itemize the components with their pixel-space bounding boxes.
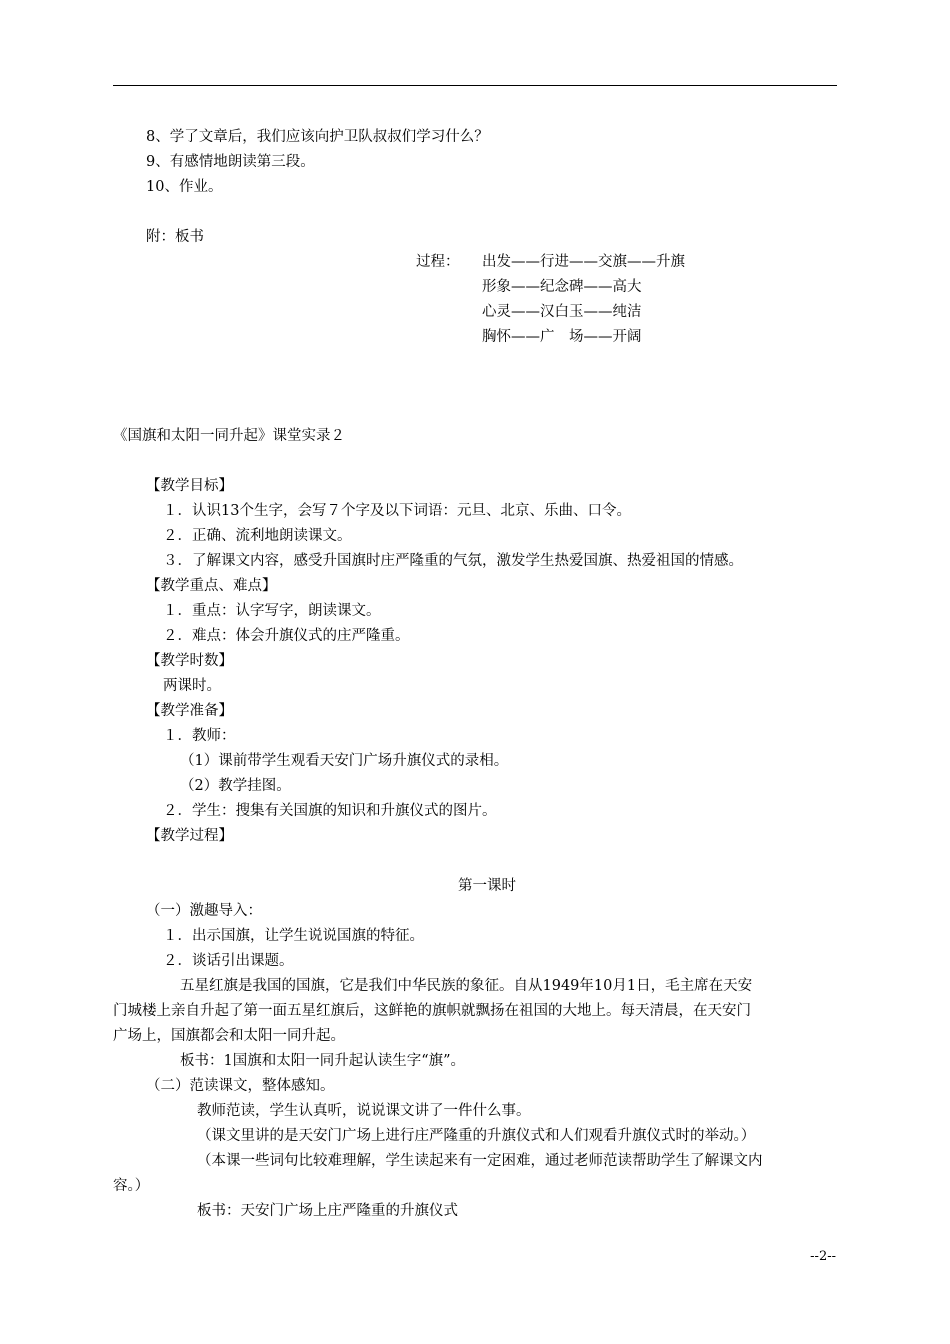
line-9: 9、有感情地朗读第三段。	[146, 154, 315, 170]
record-title: 《国旗和太阳一同升起》课堂实录２	[113, 428, 345, 444]
part2-line-4: 容。）	[113, 1178, 150, 1194]
process-heading: 【教学过程】	[146, 828, 233, 844]
board-item-2: 形象——纪念碑——高大	[482, 279, 642, 295]
prep-teacher: １．教师：	[163, 728, 236, 744]
board-item-4: 胸怀——广 场——开阔	[482, 329, 642, 345]
paragraph-line-1: 五星红旗是我国的国旗，它是我们中华民族的象征。自从1949年10月1日，毛主席在天安	[180, 978, 753, 994]
board-process-label: 过程：	[416, 254, 460, 270]
hours-text: 两课时。	[163, 678, 221, 694]
prep-teacher-item-1: （1）课前带学生观看天安门广场升旗仪式的录相。	[180, 753, 509, 769]
board-label: 附：板书	[146, 229, 204, 245]
page-number: --2--	[810, 1249, 836, 1264]
board-item-3: 心灵——汉白玉——纯洁	[482, 304, 642, 320]
part1-item-1: １．出示国旗，让学生说说国旗的特征。	[163, 928, 424, 944]
part1-heading: （一）激趣导入：	[146, 903, 262, 919]
lesson-title: 第一课时	[458, 878, 516, 894]
board-line-1: 板书：1国旗和太阳一同升起认读生字“旗”。	[180, 1053, 466, 1069]
prep-teacher-item-2: （2）教学挂图。	[180, 778, 291, 794]
objectives-heading: 【教学目标】	[146, 478, 233, 494]
header-rule	[113, 85, 837, 86]
hours-heading: 【教学时数】	[146, 653, 233, 669]
part2-line-2: （课文里讲的是天安门广场上进行庄严隆重的升旗仪式和人们观看升旗仪式时的举动。）	[197, 1128, 756, 1144]
objective-3: ３．了解课文内容，感受升国旗时庄严隆重的气氛，激发学生热爱国旗、热爱祖国的情感。	[163, 553, 743, 569]
line-8: 8、学了文章后，我们应该向护卫队叔叔们学习什么？	[146, 129, 489, 145]
board-item-1: 出发——行进——交旗——升旗	[482, 254, 685, 270]
board-line-2: 板书：天安门广场上庄严隆重的升旗仪式	[197, 1203, 458, 1219]
prep-student: ２．学生：搜集有关国旗的知识和升旗仪式的图片。	[163, 803, 497, 819]
paragraph-line-3: 广场上，国旗都会和太阳一同升起。	[113, 1028, 345, 1044]
part2-line-1: 教师范读，学生认真听，说说课文讲了一件什么事。	[197, 1103, 531, 1119]
objective-2: ２．正确、流利地朗读课文。	[163, 528, 352, 544]
part2-line-3: （本课一些词句比较难理解，学生读起来有一定困难，通过老师范读帮助学生了解课文内	[197, 1153, 763, 1169]
prep-heading: 【教学准备】	[146, 703, 233, 719]
keypoint-2: ２．难点：体会升旗仪式的庄严隆重。	[163, 628, 410, 644]
keypoints-heading: 【教学重点、难点】	[146, 578, 277, 594]
keypoint-1: １．重点：认字写字，朗读课文。	[163, 603, 381, 619]
part1-item-2: ２．谈话引出课题。	[163, 953, 294, 969]
objective-1: １．认识13个生字，会写７个字及以下词语：元旦、北京、乐曲、口令。	[163, 503, 631, 519]
line-10: 10、作业。	[146, 179, 223, 195]
part2-heading: （二）范读课文，整体感知。	[146, 1078, 335, 1094]
paragraph-line-2: 门城楼上亲自升起了第一面五星红旗后，这鲜艳的旗帜就飘扬在祖国的大地上。每天清晨，在天安门	[113, 1003, 751, 1019]
